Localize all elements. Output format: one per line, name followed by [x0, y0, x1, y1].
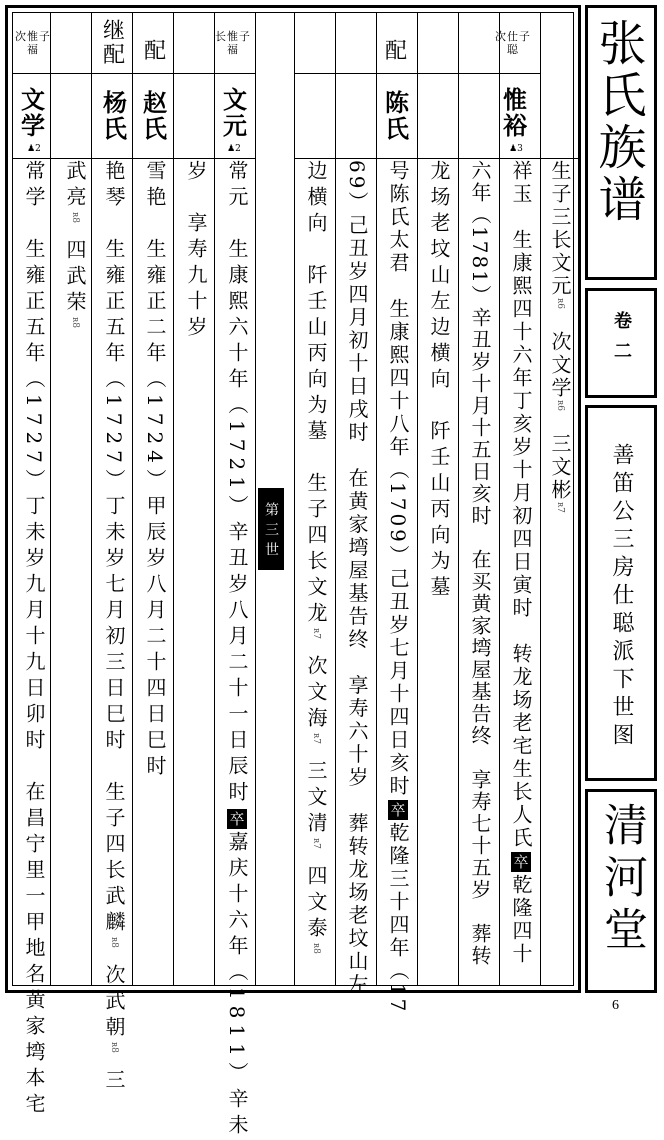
person-name: 陈氏	[385, 88, 409, 143]
entry-column: 武亮ʀ8四武荣ʀ8	[63, 160, 87, 328]
entry-column: 常学 生雍正五年（1727）丁未岁九月十九日卯时 在昌宁里一甲地名黄家塆本宅	[22, 160, 46, 1119]
entry-column: 号陈氏太君 生康熙四十八年（1709）己丑岁七月十四日亥时卒乾隆三十四年（17	[386, 160, 410, 1015]
page-frame	[5, 5, 581, 993]
death-mark: 卒	[511, 852, 531, 872]
header-rule	[294, 158, 580, 159]
header-relation: 长惟子福	[215, 30, 251, 56]
entry-column: 生子三长文元ʀ6次文学ʀ6三文彬ʀ7	[548, 160, 572, 513]
person-name: 文元	[223, 85, 247, 140]
header-role: 配	[385, 39, 408, 64]
entry-column: 雪艳 生雍正二年（1724）甲辰岁八月二十四日巳时	[143, 160, 167, 781]
spine-volume-box	[585, 288, 657, 398]
generation-mark: ♟2	[27, 144, 41, 154]
death-mark: 卒	[388, 800, 408, 820]
generation-badge: 第三世	[258, 488, 284, 570]
generation-mark: ♟3	[509, 144, 523, 154]
person-name: 惟裕	[503, 85, 527, 140]
header-relation: 次仕子聪	[495, 30, 531, 56]
entry-column: 岁 享寿九十岁	[184, 160, 208, 342]
book-title: 张氏族谱	[590, 18, 646, 226]
page-number: 6	[612, 998, 619, 1013]
header-role: 配	[144, 39, 167, 64]
spine-hall-box	[585, 789, 657, 993]
header-rule	[13, 158, 255, 159]
spine-title-box	[585, 5, 657, 280]
person-name: 赵氏	[143, 88, 167, 143]
death-mark: 卒	[227, 809, 247, 829]
person-name: 文学	[21, 85, 45, 140]
entry-column: 六年（1781）辛丑岁十月十五日亥时 在买黄家塆屋基告终 享寿七十五岁 葬转	[468, 160, 492, 967]
hall-name: 清河堂	[596, 802, 647, 958]
header-rule	[294, 73, 540, 74]
entry-column: 边横向 阡壬山丙向为墓 生子四长文龙ʀ7次文海ʀ7三文清ʀ7四文泰ʀ8	[304, 160, 328, 954]
entry-column: 艳琴 生雍正五年（1727）丁未岁七月初三日巳时 生子四长武麟ʀ8次武朝ʀ8三	[102, 160, 126, 1095]
entry-column: 龙场老坟山左边横向 阡壬山丙向为墓	[427, 160, 451, 602]
header-rule	[13, 73, 255, 74]
book-spine	[585, 5, 661, 993]
generation-mark: ♟2	[227, 144, 241, 154]
entry-column: 69）己丑岁四月初十日戌时 在黄家塆屋基告终 享寿六十岁 葬转龙场老坟山左	[345, 160, 369, 997]
volume-label: 卷二	[611, 311, 632, 371]
entry-column: 常元 生康熙六十年（1721）辛丑岁八月二十一日辰时卒嘉庆十六年（1811）辛未	[225, 160, 249, 1140]
header-role: 继配	[103, 19, 126, 68]
section-title: 善笛公三房仕聪派下世图	[609, 443, 634, 751]
column-rule	[255, 13, 256, 985]
header-relation: 次惟子福	[15, 30, 51, 56]
spine-subtitle-box	[585, 405, 657, 781]
person-name: 杨氏	[103, 88, 127, 143]
entry-column: 祥玉 生康熙四十六年丁亥岁十月初四日寅时 转龙场老宅生长人氏卒乾隆四十	[509, 160, 533, 966]
